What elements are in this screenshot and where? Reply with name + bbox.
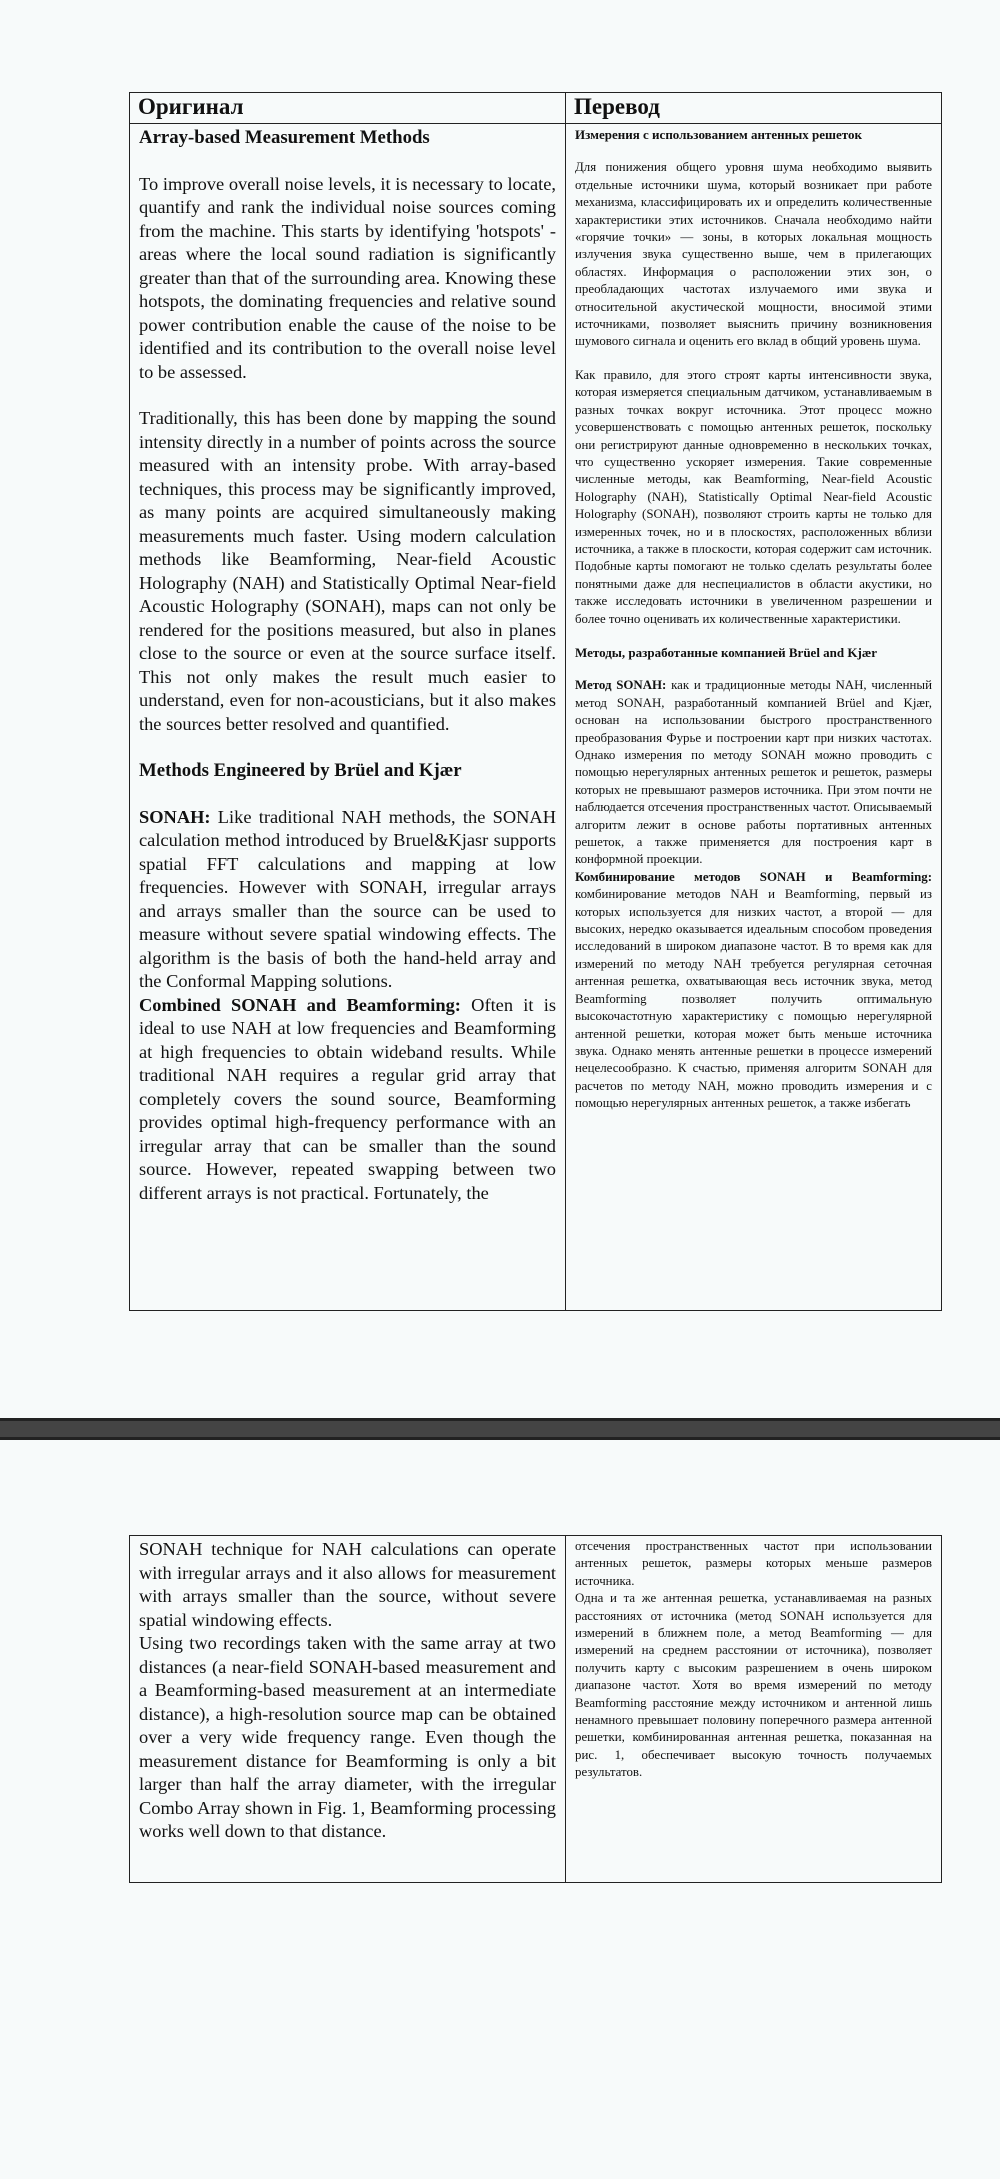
original-cell	[130, 124, 566, 1311]
table-header-row	[130, 93, 942, 124]
paragraph-text-en: Like traditional NAH methods, the SONAH calculation method introduced by Bruel&Kjasr supports spatial FFT calculations and mapping at low frequencies. However with SONAH, irregular arrays and arrays smaller than the source can be used to measure without severe spatial windowing effects. The algorithm is the basis of both the hand-held array and the Conformal Mapping solutions.	[139, 806, 556, 991]
paragraph-text-ru: комбинирование методов NAH и Beamforming, первый из которых используется для низких частот, а второй — для высоких, нередко оказывается идеальным способом проведения исследований в широком диапазоне частот. В то время как для измерений по методу NAH требуется регулярная сеточная антенная решетка, охватывающая весь источник звука, метод Beamforming позволяет получить оптимальную высокочастотную характеристику с помощью нерегулярной антенной решетки, которая может быть меньше источника звука. Однако менять антенные решетки в процессе измерений нецелесообразно. К счастью, применяя алгоритм SONAH для расчетов по методу NAH, можно проводить измерения и с помощью нерегулярных антенных решеток, а также избегать	[575, 887, 932, 1111]
document-page-2	[0, 1440, 1000, 2179]
paragraph-lead-en: Combined SONAH and Beamforming:	[139, 994, 461, 1015]
section-heading-ru: Измерения с использованием антенных решеток	[575, 127, 862, 142]
translation-table-page-1	[129, 92, 942, 1311]
paragraph-lead-ru: Комбинирование методов SONAH и Beamforming:	[575, 869, 932, 884]
paragraph-lead-ru: Метод SONAH:	[575, 678, 667, 693]
section-heading-en: Array-based Measurement Methods	[139, 127, 430, 148]
paragraph-en: SONAH technique for NAH calculations can operate with irregular arrays and it also allows for measurement with arrays smaller than the source, without severe spatial windowing effects.	[139, 1539, 556, 1630]
column-header-original: Оригинал	[130, 93, 566, 124]
paragraph-text-ru: как и традиционные методы NAH, численный метод SONAH, разработанный компанией Brüel and Kjær, основан на использовании быстрого пространственного преобразования Фурье и построении карт при низких частотах. Однако измерения по методу SONAH можно проводить с помощью нерегулярных антенных решеток и решеток, размеры которых не превышают размеров источника. При этом почти не наблюдается отсечения пространственных частот. Описываемый алгоритм лежит в основе работы портативных антенных решеток, а также применяется для построения карт в конформной проекции.	[575, 678, 932, 867]
page-separator	[0, 1418, 1000, 1440]
section-heading-en: Methods Engineered by Brüel and Kjær	[139, 760, 462, 781]
table-row	[130, 124, 942, 1311]
paragraph-ru	[575, 869, 932, 1113]
paragraph-ru: Одна и та же антенная решетка, устанавливаемая на разных расстояниях от источника (метод SONAH используется для измерений в ближнем поле, а метод Beamforming — для измерений на среднем расстоянии от источника), позволяет получить карту с высоким разрешением в очень широком диапазоне частот. Хотя во время измерений по методу Beamforming расстояние между источником и антенной лишь ненамного превышает половину поперечного размера антенной решетки, комбинированная антенная решетка, показанная на рис. 1, обеспечивает высокую точность получаемых результатов.	[575, 1591, 932, 1780]
translation-cell	[566, 124, 942, 1311]
translation-cell	[566, 1536, 942, 1883]
paragraph-text-en: Often it is ideal to use NAH at low frequencies and Beamforming at high frequencies to obtain wideband results. While traditional NAH requires a regular grid array that completely covers the sound source, Beamforming provides optimal high-frequency performance with an irregular array that can be smaller than the sound source. However, repeated swapping between two different arrays is not practical. Fortunately, the	[139, 994, 556, 1203]
paragraph-en	[139, 806, 556, 994]
section-heading-ru: Методы, разработанные компанией Brüel and Kjær	[575, 644, 877, 660]
paragraph-ru	[575, 677, 932, 868]
paragraph-en: To improve overall noise levels, it is necessary to locate, quantify and rank the individual noise sources coming from the machine. This starts by identifying 'hotspots' - areas where the local sound radiation is significantly greater than that of the surrounding area. Knowing these hotspots, the dominating frequencies and relative sound power contribution enable the cause of the noise to be identified and its contribution to the overall noise level to be assessed.	[139, 173, 556, 382]
paragraph-en	[139, 994, 556, 1206]
table-row	[130, 1536, 942, 1883]
paragraph-ru: отсечения пространственных частот при использовании антенных решеток, размеры которых меньше размеров источника.	[575, 1539, 932, 1588]
paragraph-ru: Как правило, для этого строят карты интенсивности звука, которая измеряется специальным датчиком, устанавливаемым в разных точках вокруг источника. Этот процесс можно усовершенствовать с помощью антенных решеток, поскольку они регистрируют данные одновременно в нескольких точках, что существенно ускоряет измерения. Такие современные численные методы, как Beamforming, Near-field Acoustic Holography (NAH), Statistically Optimal Near-field Acoustic Holography (SONAH), позволяют строить карты не только для измеренных точек, но и в плоскостях, расположенных вблизи источника, а также в плоскости, которая содержит сам источник. Подобные карты помогают не только сделать результаты более понятными даже для неспециалистов в области акустики, но также исследовать источники в увеличенном разрешении и более точно оценивать их количественные характеристики.	[575, 367, 932, 626]
column-header-translation: Перевод	[566, 93, 942, 124]
paragraph-en: Traditionally, this has been done by mapping the sound intensity directly in a number of points across the source measured with an intensity probe. With array-based techniques, this process may be significantly improved, as many points are acquired simultaneously making measurements much faster. Using modern calculation methods like Beamforming, Near-field Acoustic Holography (NAH) and Statistically Optimal Near-field Acoustic Holography (SONAH), maps can not only be rendered for the positions measured, but also in planes close to the source or even at the source surface itself. This not only makes the result much easier to understand, even for non-acousticians, but it also makes the sources better resolved and quantified.	[139, 408, 556, 734]
paragraph-ru: Для понижения общего уровня шума необходимо выявить отдельные источники шума, который возникает при работе механизма, классифицировать их и определить количественные характеристики этих источников. Сначала необходимо найти «горячие точки» — зоны, в которых локальная мощность излучения звука существенно выше, чем в прилегающих областях. Информация о расположении этих зон, о преобладающих частотах излучаемого ими звука и относительной акустической мощности, вносимой этими источниками, позволяет выяснить причину возникновения шумового сигнала и оценить его вклад в общий уровень шума.	[575, 160, 932, 349]
translation-table-page-2	[129, 1535, 942, 1883]
original-cell	[130, 1536, 566, 1883]
paragraph-lead-en: SONAH:	[139, 806, 211, 827]
paragraph-en: Using two recordings taken with the same array at two distances (a near-field SONAH-based measurement and a Beamforming-based measurement at an intermediate distance), a high-resolution source map can be obtained over a very wide frequency range. Even though the measurement distance for Beamforming is only a bit larger than half the array diameter, with the irregular Combo Array shown in Fig. 1, Beamforming processing works well down to that distance.	[139, 1633, 556, 1841]
